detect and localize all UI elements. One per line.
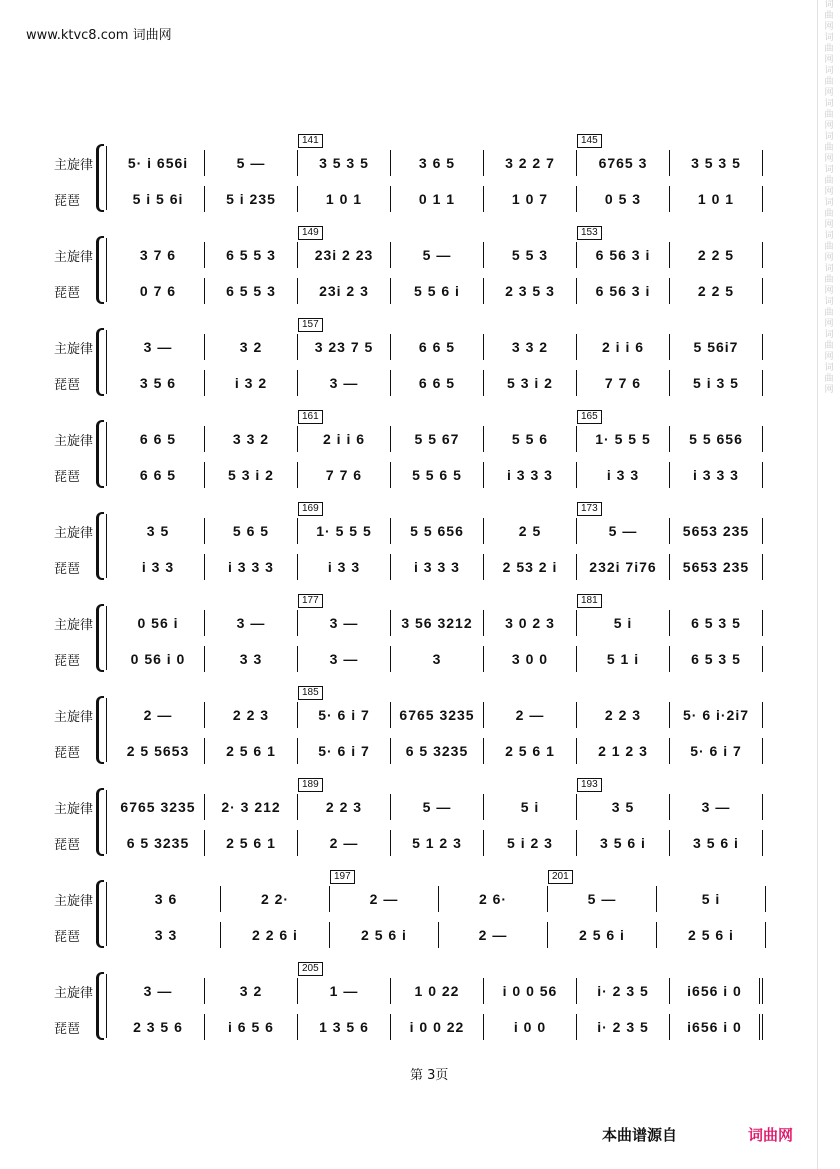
measure: 2 6· bbox=[439, 886, 548, 912]
measure: 5 — bbox=[391, 794, 484, 820]
measure: 6 6 5 bbox=[391, 334, 484, 360]
measure: 5· i 656i bbox=[112, 150, 205, 176]
measure: 5 i 235 bbox=[205, 186, 298, 212]
measure: 5653 235 bbox=[670, 554, 763, 580]
score-system bbox=[46, 595, 766, 674]
pipa-staff bbox=[112, 830, 766, 856]
score-system bbox=[46, 227, 766, 306]
pipa-part-label: 琵琶 bbox=[54, 654, 81, 669]
measure: 1 0 1 bbox=[670, 186, 763, 212]
measure: 2 53 2 i bbox=[484, 554, 577, 580]
measure: 3 bbox=[391, 646, 484, 672]
measure: 2 2 5 bbox=[670, 278, 763, 304]
measure: 6765 3235 bbox=[391, 702, 484, 728]
measure-number-box: 145 bbox=[577, 134, 602, 148]
melody-staff bbox=[112, 978, 766, 1004]
measure: 3 2 bbox=[205, 978, 298, 1004]
measure: 5 — bbox=[205, 150, 298, 176]
pipa-part-label: 琵琶 bbox=[54, 378, 81, 393]
measure: 3 — bbox=[112, 334, 205, 360]
melody-staff bbox=[112, 150, 766, 176]
measure: 2 2 6 i bbox=[221, 922, 330, 948]
pipa-staff bbox=[112, 278, 766, 304]
melody-staff bbox=[112, 702, 766, 728]
page-number: 第 3页 bbox=[410, 1068, 449, 1083]
system-barline-start bbox=[106, 606, 107, 670]
system-barline-start bbox=[106, 790, 107, 854]
measure: i 3 3 3 bbox=[670, 462, 763, 488]
pipa-staff bbox=[112, 186, 766, 212]
melody-part-label: 主旋律 bbox=[54, 802, 94, 817]
measure: i 3 3 bbox=[112, 554, 205, 580]
measure: 2 3 5 6 bbox=[112, 1014, 205, 1040]
measure: 2 5 5653 bbox=[112, 738, 205, 764]
score-system bbox=[46, 503, 766, 582]
measure: 2 5 6 1 bbox=[205, 738, 298, 764]
measure: 5· 6 i 7 bbox=[298, 738, 391, 764]
score-system bbox=[46, 779, 766, 858]
measure: 3 0 2 3 bbox=[484, 610, 577, 636]
measure: 3 3 bbox=[205, 646, 298, 672]
measure-number-box: 185 bbox=[298, 686, 323, 700]
footer-source-text: 本曲谱源自 bbox=[602, 1126, 678, 1144]
measure: i 3 3 3 bbox=[391, 554, 484, 580]
pipa-staff bbox=[112, 1014, 766, 1040]
measure: 1 0 22 bbox=[391, 978, 484, 1004]
measure: 2 2 3 bbox=[205, 702, 298, 728]
measure: 6 5 3 5 bbox=[670, 646, 763, 672]
right-border-rule bbox=[817, 0, 818, 1169]
measure: 5 5 656 bbox=[670, 426, 763, 452]
measure: 5 i 3 5 bbox=[670, 370, 763, 396]
measure: 2 5 6 1 bbox=[484, 738, 577, 764]
system-barline-start bbox=[106, 698, 107, 762]
measure: 6 5 5 3 bbox=[205, 242, 298, 268]
measure: 232i 7i76 bbox=[577, 554, 670, 580]
measure: 5 i bbox=[577, 610, 670, 636]
measure: i 0 0 22 bbox=[391, 1014, 484, 1040]
pipa-part-label: 琵琶 bbox=[54, 746, 81, 761]
measure: 3 — bbox=[205, 610, 298, 636]
measure: 2 — bbox=[439, 922, 548, 948]
measure: 3 — bbox=[298, 646, 391, 672]
measure: 3 — bbox=[112, 978, 205, 1004]
measure: 1 3 5 6 bbox=[298, 1014, 391, 1040]
measure: 3 6 5 bbox=[391, 150, 484, 176]
measure: i 3 3 bbox=[577, 462, 670, 488]
score-system bbox=[46, 411, 766, 490]
site-url[interactable]: www.ktvc8.com 词曲网 bbox=[26, 28, 172, 43]
measure: 23i 2 3 bbox=[298, 278, 391, 304]
system-brace bbox=[96, 604, 104, 672]
score-system bbox=[46, 963, 766, 1042]
measure: i 6 5 6 bbox=[205, 1014, 298, 1040]
measure: 3 0 0 bbox=[484, 646, 577, 672]
measure-number-box: 173 bbox=[577, 502, 602, 516]
measure-number-box: 157 bbox=[298, 318, 323, 332]
measure: 2 2 5 bbox=[670, 242, 763, 268]
measure: 5 5 6 bbox=[484, 426, 577, 452]
measure: 6 56 3 i bbox=[577, 278, 670, 304]
measure: i 0 0 bbox=[484, 1014, 577, 1040]
melody-part-label: 主旋律 bbox=[54, 434, 94, 449]
melody-staff bbox=[112, 426, 766, 452]
measure: 2 — bbox=[484, 702, 577, 728]
side-watermark: 词曲网词曲网词曲网词曲网词曲网词曲网词曲网词曲网词曲网词曲网词曲网词曲网 bbox=[824, 0, 834, 395]
measure: 5· 6 i 7 bbox=[298, 702, 391, 728]
system-barline-start bbox=[106, 422, 107, 486]
system-barline-start bbox=[106, 882, 107, 946]
system-brace bbox=[96, 880, 104, 948]
measure: i· 2 3 5 bbox=[577, 1014, 670, 1040]
score-system bbox=[46, 319, 766, 398]
measure: i 3 3 3 bbox=[205, 554, 298, 580]
measure: 5653 235 bbox=[670, 518, 763, 544]
measure: 2 3 5 3 bbox=[484, 278, 577, 304]
measure: 5 i bbox=[484, 794, 577, 820]
measure: 2 5 6 i bbox=[657, 922, 766, 948]
measure: 2 — bbox=[298, 830, 391, 856]
measure: 3 — bbox=[670, 794, 763, 820]
measure: 3 23 7 5 bbox=[298, 334, 391, 360]
measure: 6765 3235 bbox=[112, 794, 205, 820]
measure: 2 5 6 i bbox=[330, 922, 439, 948]
measure: 6 6 5 bbox=[391, 370, 484, 396]
pipa-staff bbox=[112, 922, 766, 948]
measure: 3 5 3 5 bbox=[298, 150, 391, 176]
system-brace bbox=[96, 696, 104, 764]
measure: 3 5 6 i bbox=[670, 830, 763, 856]
system-barline-start bbox=[106, 238, 107, 302]
measure-number-box: 161 bbox=[298, 410, 323, 424]
measure-number-box: 141 bbox=[298, 134, 323, 148]
measure: 6 56 3 i bbox=[577, 242, 670, 268]
melody-part-label: 主旋律 bbox=[54, 710, 94, 725]
score-system bbox=[46, 687, 766, 766]
measure: 3 — bbox=[298, 370, 391, 396]
system-brace bbox=[96, 972, 104, 1040]
measure-number-box: 193 bbox=[577, 778, 602, 792]
measure: 2 — bbox=[330, 886, 439, 912]
score-system bbox=[46, 871, 766, 950]
measure-number-box: 205 bbox=[298, 962, 323, 976]
pipa-part-label: 琵琶 bbox=[54, 838, 81, 853]
measure: 3 6 bbox=[112, 886, 221, 912]
measure: 3 7 6 bbox=[112, 242, 205, 268]
system-brace bbox=[96, 328, 104, 396]
melody-part-label: 主旋律 bbox=[54, 618, 94, 633]
measure: 2 i i 6 bbox=[577, 334, 670, 360]
measure: 6 5 3 5 bbox=[670, 610, 763, 636]
measure: 3 5 6 i bbox=[577, 830, 670, 856]
measure: 0 56 i 0 bbox=[112, 646, 205, 672]
system-brace bbox=[96, 512, 104, 580]
measure-number-box: 153 bbox=[577, 226, 602, 240]
measure: 3 3 2 bbox=[484, 334, 577, 360]
system-brace bbox=[96, 420, 104, 488]
measure: i 3 3 3 bbox=[484, 462, 577, 488]
pipa-staff bbox=[112, 646, 766, 672]
measure: 5 6 5 bbox=[205, 518, 298, 544]
measure: 1· 5 5 5 bbox=[577, 426, 670, 452]
measure: 6 5 3235 bbox=[391, 738, 484, 764]
melody-staff bbox=[112, 334, 766, 360]
melody-staff bbox=[112, 610, 766, 636]
measure: 2 i i 6 bbox=[298, 426, 391, 452]
pipa-part-label: 琵琶 bbox=[54, 286, 81, 301]
score-system bbox=[46, 135, 766, 214]
measure: 2 1 2 3 bbox=[577, 738, 670, 764]
measure: i656 i 0 bbox=[670, 978, 763, 1004]
pipa-part-label: 琵琶 bbox=[54, 470, 81, 485]
measure: i 0 0 56 bbox=[484, 978, 577, 1004]
measure: 6 5 5 3 bbox=[205, 278, 298, 304]
measure: 5 3 i 2 bbox=[205, 462, 298, 488]
system-barline-start bbox=[106, 974, 107, 1038]
measure: 5 5 3 bbox=[484, 242, 577, 268]
melody-staff bbox=[112, 794, 766, 820]
measure-number-box: 169 bbox=[298, 502, 323, 516]
measure-number-box: 201 bbox=[548, 870, 573, 884]
measure: i 3 3 bbox=[298, 554, 391, 580]
pipa-part-label: 琵琶 bbox=[54, 562, 81, 577]
system-barline-start bbox=[106, 330, 107, 394]
measure: i 3 2 bbox=[205, 370, 298, 396]
measure: 1 — bbox=[298, 978, 391, 1004]
measure: 1 0 7 bbox=[484, 186, 577, 212]
measure: 2 5 bbox=[484, 518, 577, 544]
measure: 5 1 i bbox=[577, 646, 670, 672]
pipa-part-label: 琵琶 bbox=[54, 1022, 81, 1037]
measure: 2 5 6 1 bbox=[205, 830, 298, 856]
measure: 5 — bbox=[577, 518, 670, 544]
system-brace bbox=[96, 144, 104, 212]
measure: 7 7 6 bbox=[298, 462, 391, 488]
melody-staff bbox=[112, 886, 766, 912]
measure: 5 — bbox=[548, 886, 657, 912]
system-barline-start bbox=[106, 514, 107, 578]
measure: 0 56 i bbox=[112, 610, 205, 636]
pipa-staff bbox=[112, 554, 766, 580]
measure: 2 2 3 bbox=[298, 794, 391, 820]
melody-part-label: 主旋律 bbox=[54, 526, 94, 541]
measure: 5 5 67 bbox=[391, 426, 484, 452]
melody-part-label: 主旋律 bbox=[54, 158, 94, 173]
measure: 23i 2 23 bbox=[298, 242, 391, 268]
measure: 1· 5 5 5 bbox=[298, 518, 391, 544]
measure: 3 5 6 bbox=[112, 370, 205, 396]
measure: 6 5 3235 bbox=[112, 830, 205, 856]
measure: 0 1 1 bbox=[391, 186, 484, 212]
measure: 2 2 3 bbox=[577, 702, 670, 728]
measure: 2 — bbox=[112, 702, 205, 728]
pipa-staff bbox=[112, 370, 766, 396]
pipa-part-label: 琵琶 bbox=[54, 930, 81, 945]
melody-part-label: 主旋律 bbox=[54, 894, 94, 909]
measure: 6 6 5 bbox=[112, 462, 205, 488]
measure: 5 5 656 bbox=[391, 518, 484, 544]
measure: 5 5 6 i bbox=[391, 278, 484, 304]
measure: 7 7 6 bbox=[577, 370, 670, 396]
measure: i· 2 3 5 bbox=[577, 978, 670, 1004]
measure: 3 5 bbox=[577, 794, 670, 820]
measure: 5· 6 i 7 bbox=[670, 738, 763, 764]
measure: 2· 3 212 bbox=[205, 794, 298, 820]
measure: 5 5 6 5 bbox=[391, 462, 484, 488]
measure: 3 — bbox=[298, 610, 391, 636]
footer-site-logo[interactable]: 词曲网 bbox=[748, 1126, 794, 1144]
melody-staff bbox=[112, 518, 766, 544]
measure: 0 5 3 bbox=[577, 186, 670, 212]
pipa-part-label: 琵琶 bbox=[54, 194, 81, 209]
measure: 5 3 i 2 bbox=[484, 370, 577, 396]
measure: 0 7 6 bbox=[112, 278, 205, 304]
measure: 3 5 3 5 bbox=[670, 150, 763, 176]
measure: 3 2 bbox=[205, 334, 298, 360]
melody-staff bbox=[112, 242, 766, 268]
measure: 5 — bbox=[391, 242, 484, 268]
measure: 3 3 2 bbox=[205, 426, 298, 452]
measure: 5· 6 i·2i7 bbox=[670, 702, 763, 728]
pipa-staff bbox=[112, 462, 766, 488]
measure: 6765 3 bbox=[577, 150, 670, 176]
measure: 5 i bbox=[657, 886, 766, 912]
measure: i656 i 0 bbox=[670, 1014, 763, 1040]
measure-number-box: 165 bbox=[577, 410, 602, 424]
system-barline-start bbox=[106, 146, 107, 210]
pipa-staff bbox=[112, 738, 766, 764]
melody-part-label: 主旋律 bbox=[54, 986, 94, 1001]
measure: 3 5 bbox=[112, 518, 205, 544]
measure-number-box: 189 bbox=[298, 778, 323, 792]
measure: 3 3 bbox=[112, 922, 221, 948]
measure-number-box: 197 bbox=[330, 870, 355, 884]
system-brace bbox=[96, 788, 104, 856]
measure: 5 1 2 3 bbox=[391, 830, 484, 856]
measure: 5 i 5 6i bbox=[112, 186, 205, 212]
measure: 2 5 6 i bbox=[548, 922, 657, 948]
measure: 3 2 2 7 bbox=[484, 150, 577, 176]
measure: 5 56i7 bbox=[670, 334, 763, 360]
measure-number-box: 181 bbox=[577, 594, 602, 608]
melody-part-label: 主旋律 bbox=[54, 342, 94, 357]
measure: 3 56 3212 bbox=[391, 610, 484, 636]
measure-number-box: 177 bbox=[298, 594, 323, 608]
measure: 6 6 5 bbox=[112, 426, 205, 452]
system-brace bbox=[96, 236, 104, 304]
measure: 1 0 1 bbox=[298, 186, 391, 212]
melody-part-label: 主旋律 bbox=[54, 250, 94, 265]
measure: 5 i 2 3 bbox=[484, 830, 577, 856]
measure: 2 2· bbox=[221, 886, 330, 912]
measure-number-box: 149 bbox=[298, 226, 323, 240]
